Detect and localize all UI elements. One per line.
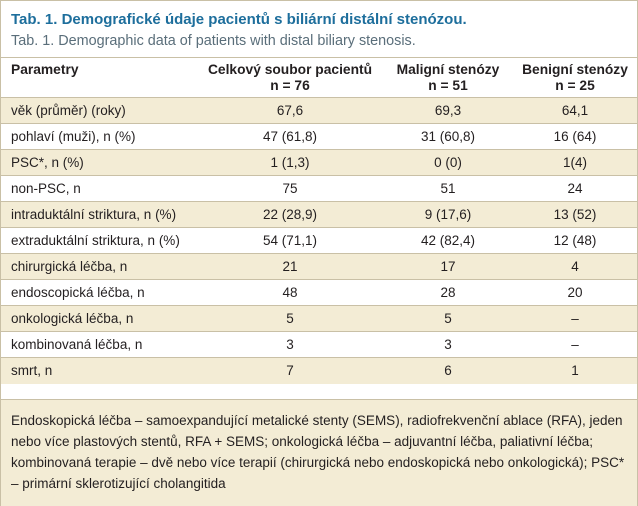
- cell-parameter: endoscopická léčba, n: [1, 280, 197, 306]
- cell-malignant: 28: [383, 280, 513, 306]
- cell-total: 54 (71,1): [197, 228, 383, 254]
- cell-total: 3: [197, 332, 383, 358]
- table-row: [1, 150, 637, 176]
- cell-benign: 1: [513, 358, 637, 384]
- cell-benign: 4: [513, 254, 637, 280]
- cell-malignant: 69,3: [383, 98, 513, 124]
- header-malignant-count: n = 51: [428, 78, 468, 93]
- cell-parameter: smrt, n: [1, 358, 197, 384]
- cell-benign: 16 (64): [513, 124, 637, 150]
- cell-malignant: 31 (60,8): [383, 124, 513, 150]
- cell-benign: 12 (48): [513, 228, 637, 254]
- header-malignant-label: Maligní stenózy: [396, 62, 500, 77]
- cell-malignant: 51: [383, 176, 513, 202]
- cell-malignant: 17: [383, 254, 513, 280]
- table-row: [1, 280, 637, 306]
- table-row: [1, 228, 637, 254]
- table-caption: [11, 11, 631, 50]
- cell-total: 48: [197, 280, 383, 306]
- cell-benign: 13 (52): [513, 202, 637, 228]
- table-row: [1, 254, 637, 280]
- cell-malignant: 5: [383, 306, 513, 332]
- cell-benign: –: [513, 332, 637, 358]
- table-row: [1, 98, 637, 124]
- cell-benign: 1(4): [513, 150, 637, 176]
- cell-benign: 24: [513, 176, 637, 202]
- footnote-text: Endoskopická léčba – samoexpandující metalické stenty (SEMS), radiofrekvenční ablace (RFA), jeden nebo více plastových stentů, RFA + SEMS; onkologická léčba – adjuvantní léčba, paliativní léčba; kombinovaná terapie – dvě nebo více terapií (chirurgická nebo endoskopická nebo onkologická); PSC* – primární sklerotizující cholangitida: [11, 413, 625, 491]
- cell-malignant: 6: [383, 358, 513, 384]
- cell-total: 21: [197, 254, 383, 280]
- header-total: [197, 58, 383, 98]
- header-row: [1, 58, 637, 98]
- cell-parameter: non-PSC, n: [1, 176, 197, 202]
- table-row: [1, 176, 637, 202]
- cell-parameter: kombinovaná léčba, n: [1, 332, 197, 358]
- cell-parameter: extraduktální striktura, n (%): [1, 228, 197, 254]
- header-benign-label: Benigní stenózy: [522, 62, 628, 77]
- header-malignant: [383, 58, 513, 98]
- table-header: [1, 58, 637, 98]
- cell-parameter: chirurgická léčba, n: [1, 254, 197, 280]
- caption-czech: Tab. 1. Demografické údaje pacientů s biliární distální stenózou.: [11, 11, 467, 28]
- cell-benign: 64,1: [513, 98, 637, 124]
- table-row: [1, 202, 637, 228]
- cell-total: 7: [197, 358, 383, 384]
- cell-benign: –: [513, 306, 637, 332]
- header-total-count: n = 76: [270, 78, 310, 93]
- cell-parameter: onkologická léčba, n: [1, 306, 197, 332]
- cell-parameter: intraduktální striktura, n (%): [1, 202, 197, 228]
- cell-malignant: 9 (17,6): [383, 202, 513, 228]
- cell-malignant: 42 (82,4): [383, 228, 513, 254]
- cell-total: 22 (28,9): [197, 202, 383, 228]
- table-row: [1, 332, 637, 358]
- table-body: [1, 98, 637, 384]
- header-benign: [513, 58, 637, 98]
- table-row: [1, 358, 637, 384]
- cell-total: 75: [197, 176, 383, 202]
- demographic-table: [1, 57, 637, 384]
- cell-benign: 20: [513, 280, 637, 306]
- header-total-label: Celkový soubor pacientů: [207, 62, 373, 77]
- cell-malignant: 0 (0): [383, 150, 513, 176]
- header-benign-count: n = 25: [555, 78, 595, 93]
- cell-total: 1 (1,3): [197, 150, 383, 176]
- cell-parameter: věk (průměr) (roky): [1, 98, 197, 124]
- cell-total: 5: [197, 306, 383, 332]
- cell-malignant: 3: [383, 332, 513, 358]
- table-row: [1, 124, 637, 150]
- header-parameter: Parametry: [11, 62, 79, 77]
- cell-total: 67,6: [197, 98, 383, 124]
- cell-parameter: pohlaví (muži), n (%): [1, 124, 197, 150]
- cell-total: 47 (61,8): [197, 124, 383, 150]
- caption-english: Tab. 1. Demographic data of patients with distal biliary stenosis.: [11, 33, 416, 49]
- cell-parameter: PSC*, n (%): [1, 150, 197, 176]
- table-footnote: [1, 399, 637, 506]
- table-row: [1, 306, 637, 332]
